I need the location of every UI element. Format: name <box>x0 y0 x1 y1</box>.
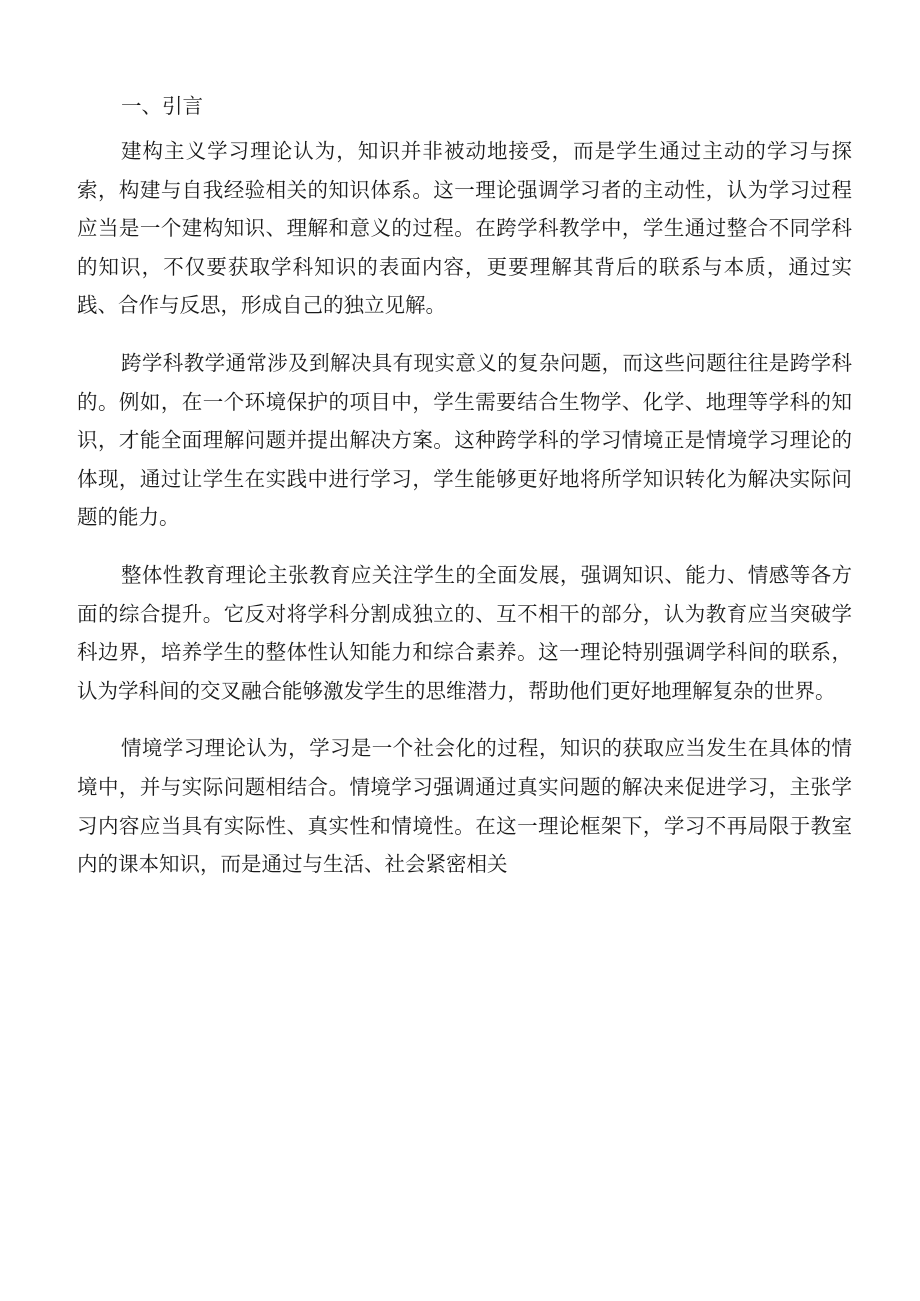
paragraph-situated-learning: 情境学习理论认为，学习是一个社会化的过程，知识的获取应当发生在具体的情境中，并与实际问题相结合。情境学习强调通过真实问题的解决来促进学习，主张学习内容应当具有实际性、真实性和情境性。在这一理论框架下，学习不再局限于教室内的课本知识，而是通过与生活、社会紧密相关 <box>77 736 852 877</box>
document-page <box>77 86 852 884</box>
paragraph-holistic-education: 整体性教育理论主张教育应关注学生的全面发展，强调知识、能力、情感等各方面的综合提升。它反对将学科分割成独立的、互不相干的部分，认为教育应当突破学科边界，培养学生的整体性认知能力和综合素养。这一理论特别强调学科间的联系，认为学科间的交叉融合能够激发学生的思维潜力，帮助他们更好地理解复杂的世界。 <box>77 562 852 703</box>
section-heading: 一、引言 <box>121 94 203 118</box>
paragraph-constructivism: 建构主义学习理论认为，知识并非被动地接受，而是学生通过主动的学习与探索，构建与自我经验相关的知识体系。这一理论强调学习者的主动性，认为学习过程应当是一个建构知识、理解和意义的过程。在跨学科教学中，学生通过整合不同学科的知识，不仅要获取学科知识的表面内容，更要理解其背后的联系与本质，通过实践、合作与反思，形成自己的独立见解。 <box>77 139 852 318</box>
paragraph-interdisciplinary: 跨学科教学通常涉及到解决具有现实意义的复杂问题，而这些问题往往是跨学科的。例如，在一个环境保护的项目中，学生需要结合生物学、化学、地理等学科的知识，才能全面理解问题并提出解决方案。这种跨学科的学习情境正是情境学习理论的体现，通过让学生在实践中进行学习，学生能够更好地将所学知识转化为解决实际问题的能力。 <box>77 350 852 530</box>
